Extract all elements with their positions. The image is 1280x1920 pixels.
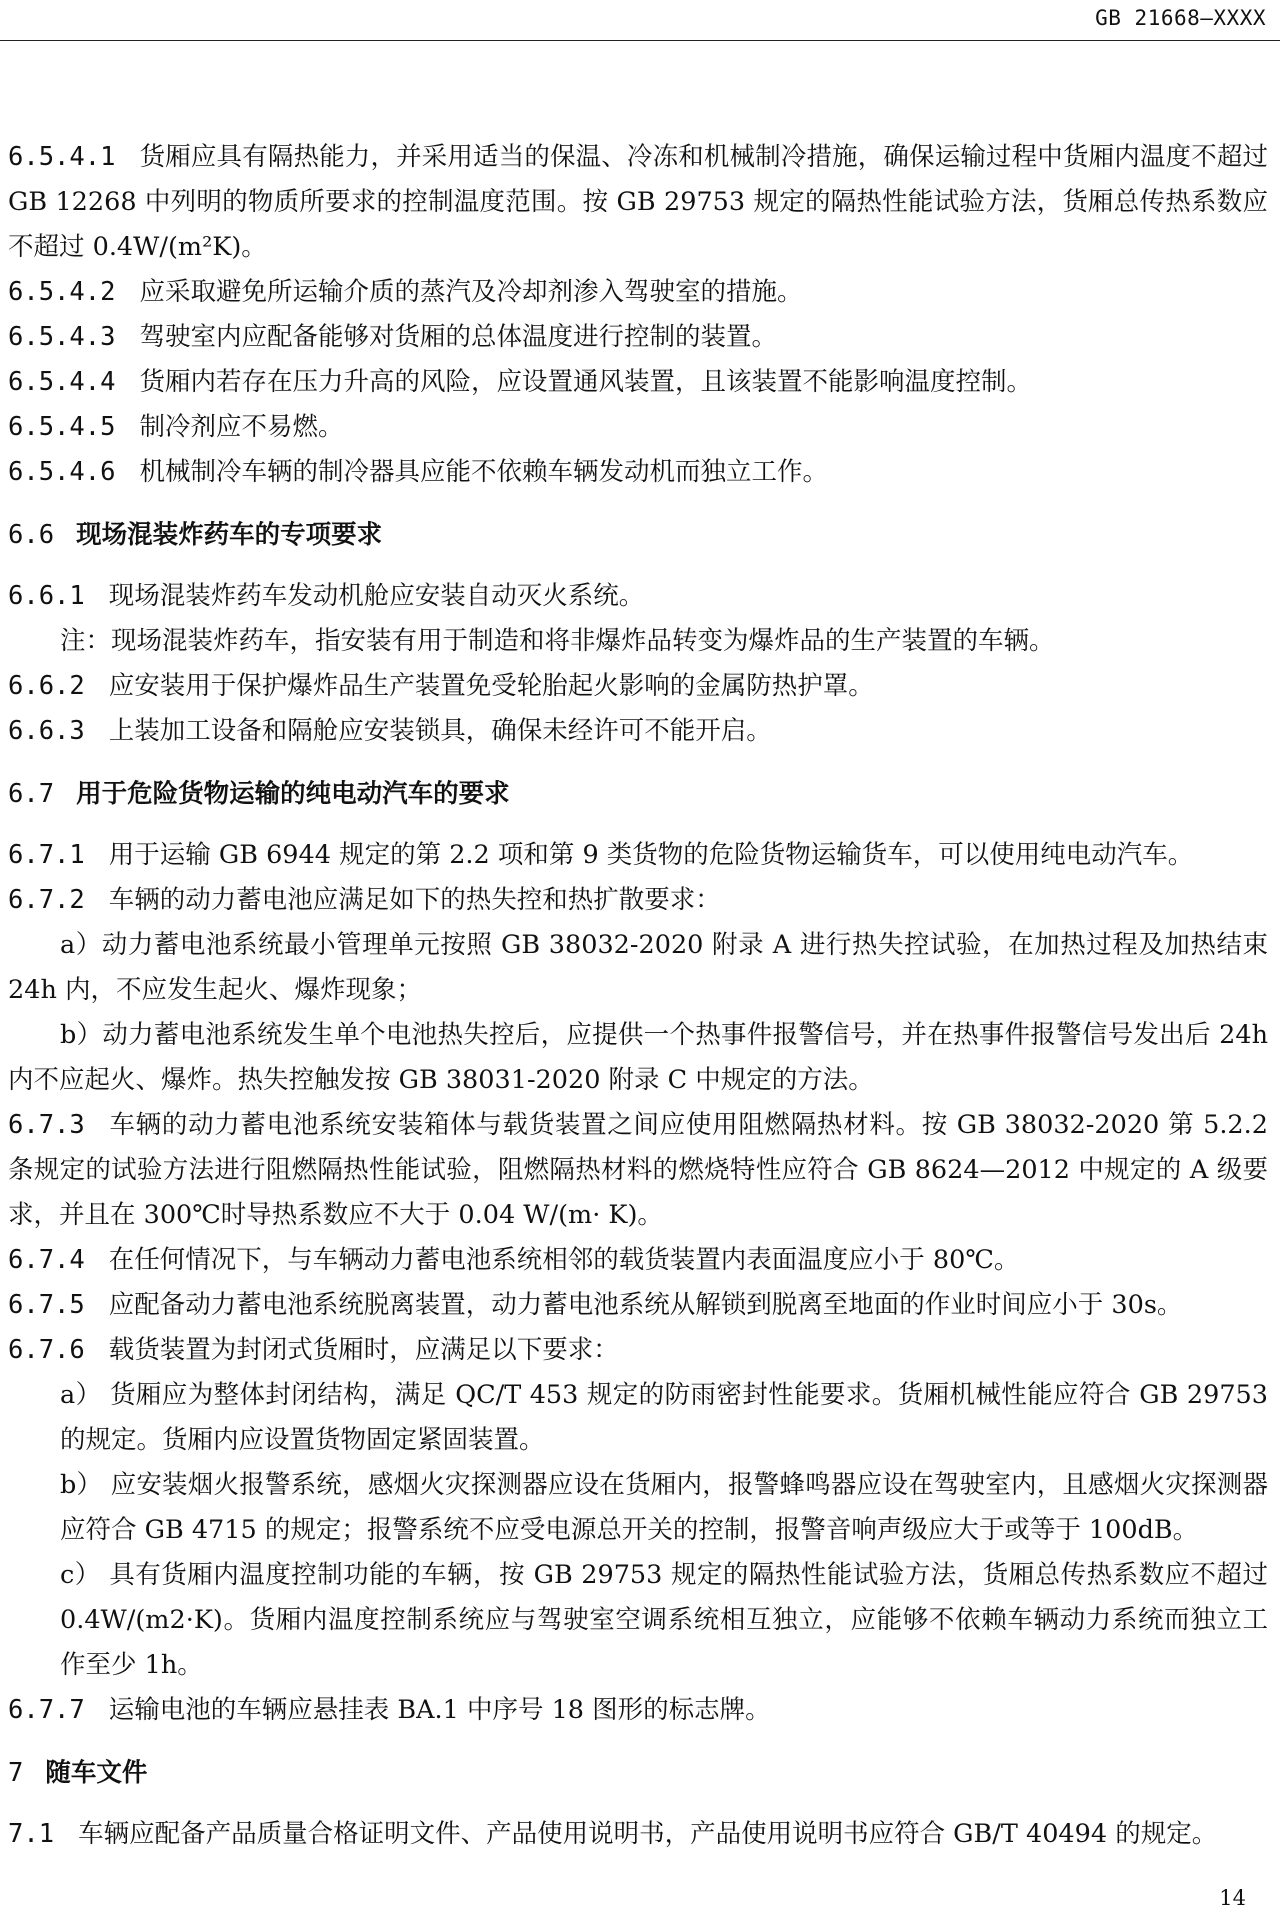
- section-number: 6.6: [8, 520, 55, 550]
- clause-6.5.4.2: [8, 270, 1268, 315]
- clause-6.5.4.6: [8, 450, 1268, 495]
- clause-6.5.4.1: [8, 135, 1268, 270]
- list-item-a: [8, 1373, 1268, 1463]
- list-item-text: a）动力蓄电池系统最小管理单元按照 GB 38032-2020 附录 A 进行热失控试验，在加热过程及加热结束 24h 内，不应发生起火、爆炸现象；: [8, 930, 1268, 1005]
- clause-6.7.2: [8, 878, 1268, 923]
- clause-6.7.4: [8, 1238, 1268, 1283]
- clause-6.6.1: [8, 574, 1268, 619]
- clause-number: 6.7.3: [8, 1110, 85, 1140]
- clause-text: 货厢内若存在压力升高的风险，应设置通风装置，且该装置不能影响温度控制。: [139, 367, 1032, 397]
- page-number: 14: [1219, 1886, 1246, 1910]
- clause-6.7.5: [8, 1283, 1268, 1328]
- clause-text: 制冷剂应不易燃。: [139, 412, 344, 442]
- clause-number: 6.6.3: [8, 716, 85, 746]
- clause-6.7.1: [8, 833, 1268, 878]
- clause-text: 车辆的动力蓄电池应满足如下的热失控和热扩散要求：: [108, 885, 721, 915]
- list-item-text: c） 具有货厢内温度控制功能的车辆，按 GB 29753 规定的隔热性能试验方法，货厢总传热系数应不超过 0.4W/(m2·K)。货厢内温度控制系统应与驾驶室空调系统相互独立，应能够不依赖车辆动力系统而独立工作至少 1h。: [60, 1560, 1268, 1680]
- clause-number: 6.5.4.3: [8, 322, 116, 352]
- clause-text: 车辆应配备产品质量合格证明文件、产品使用说明书，产品使用说明书应符合 GB/T 40494 的规定。: [78, 1819, 1218, 1849]
- clause-number: 6.7.1: [8, 840, 85, 870]
- clause-number: 6.6.2: [8, 671, 85, 701]
- clause-text: 载货装置为封闭式货厢时，应满足以下要求：: [108, 1335, 619, 1365]
- clause-text: 在任何情况下，与车辆动力蓄电池系统相邻的载货装置内表面温度应小于 80℃。: [108, 1245, 1020, 1275]
- clause-6.7.6: [8, 1328, 1268, 1373]
- section-number: 7: [8, 1758, 24, 1788]
- list-item-text: a） 货厢应为整体封闭结构，满足 QC/T 453 规定的防雨密封性能要求。货厢机械性能应符合 GB 29753 的规定。货厢内应设置货物固定紧固装置。: [60, 1380, 1268, 1455]
- clause-6.5.4.3: [8, 315, 1268, 360]
- clause-number: 6.6.1: [8, 581, 85, 611]
- clause-6.7.3: [8, 1103, 1268, 1238]
- section-heading-7: [8, 1751, 1268, 1796]
- clause-text: 应配备动力蓄电池系统脱离装置，动力蓄电池系统从解锁到脱离至地面的作业时间应小于 30s。: [108, 1290, 1183, 1320]
- clause-text: 车辆的动力蓄电池系统安装箱体与载货装置之间应使用阻燃隔热材料。按 GB 38032-2020 第 5.2.2 条规定的试验方法进行阻燃隔热性能试验，阻燃隔热材料的燃烧特性应符合 GB 8624—2012 中规定的 A 级要求，并且在 300℃时导热系数应不大于 0.04 W/(m· K)。: [8, 1110, 1268, 1230]
- section-title: 随车文件: [45, 1758, 148, 1788]
- clause-text: 现场混装炸药车发动机舱应安装自动灭火系统。: [108, 581, 645, 611]
- clause-number: 6.5.4.4: [8, 367, 116, 397]
- list-item-b: [8, 1463, 1268, 1553]
- clause-text: 应采取避免所运输介质的蒸汽及冷却剂渗入驾驶室的措施。: [139, 277, 803, 307]
- section-title: 现场混装炸药车的专项要求: [76, 520, 383, 550]
- list-item-b: [8, 1013, 1268, 1103]
- clause-number: 6.7.6: [8, 1335, 85, 1365]
- list-item-text: b）动力蓄电池系统发生单个电池热失控后，应提供一个热事件报警信号，并在热事件报警信号发出后 24h 内不应起火、爆炸。热失控触发按 GB 38031-2020 附录 C 中规定的方法。: [8, 1020, 1268, 1095]
- section-title: 用于危险货物运输的纯电动汽车的要求: [76, 779, 510, 809]
- clause-number: 6.5.4.2: [8, 277, 116, 307]
- section-heading-6.6: [8, 513, 1268, 558]
- clause-number: 7.1: [8, 1819, 55, 1849]
- clause-text: 货厢应具有隔热能力，并采用适当的保温、冷冻和机械制冷措施，确保运输过程中货厢内温度不超过 GB 12268 中列明的物质所要求的控制温度范围。按 GB 29753 规定的隔热性能试验方法，货厢总传热系数应不超过 0.4W/(m²K)。: [8, 142, 1268, 262]
- header-rule: [0, 40, 1280, 41]
- list-item-text: b） 应安装烟火报警系统，感烟火灾探测器应设在货厢内，报警蜂鸣器应设在驾驶室内，且感烟火灾探测器应符合 GB 4715 的规定；报警系统不应受电源总开关的控制，报警音响声级应大于或等于 100dB。: [60, 1470, 1268, 1545]
- clause-number: 6.7.7: [8, 1695, 85, 1725]
- clause-number: 6.5.4.6: [8, 457, 116, 487]
- clause-text: 运输电池的车辆应悬挂表 BA.1 中序号 18 图形的标志牌。: [108, 1695, 771, 1725]
- clause-6.6.2: [8, 664, 1268, 709]
- clause-number: 6.5.4.1: [8, 142, 116, 172]
- clause-number: 6.7.2: [8, 885, 85, 915]
- section-number: 6.7: [8, 779, 55, 809]
- clause-number: 6.7.5: [8, 1290, 85, 1320]
- clause-6.5.4.5: [8, 405, 1268, 450]
- clause-text: 机械制冷车辆的制冷器具应能不依赖车辆发动机而独立工作。: [139, 457, 828, 487]
- section-heading-6.7: [8, 772, 1268, 817]
- clause-6.5.4.4: [8, 360, 1268, 405]
- document-body: [8, 135, 1268, 1857]
- note: [8, 619, 1268, 664]
- clause-6.6.3: [8, 709, 1268, 754]
- clause-text: 用于运输 GB 6944 规定的第 2.2 项和第 9 类货物的危险货物运输货车，可以使用纯电动汽车。: [108, 840, 1194, 870]
- note-text: 注：现场混装炸药车，指安装有用于制造和将非爆炸品转变为爆炸品的生产装置的车辆。: [60, 626, 1055, 656]
- standard-number: GB 21668—XXXX: [1095, 6, 1266, 30]
- clause-text: 上装加工设备和隔舱应安装锁具，确保未经许可不能开启。: [108, 716, 772, 746]
- clause-text: 驾驶室内应配备能够对货厢的总体温度进行控制的装置。: [139, 322, 777, 352]
- list-item-c: [8, 1553, 1268, 1688]
- clause-text: 应安装用于保护爆炸品生产装置免受轮胎起火影响的金属防热护罩。: [108, 671, 874, 701]
- clause-number: 6.7.4: [8, 1245, 85, 1275]
- clause-number: 6.5.4.5: [8, 412, 116, 442]
- list-item-a: [8, 923, 1268, 1013]
- clause-7.1: [8, 1812, 1268, 1857]
- clause-6.7.7: [8, 1688, 1268, 1733]
